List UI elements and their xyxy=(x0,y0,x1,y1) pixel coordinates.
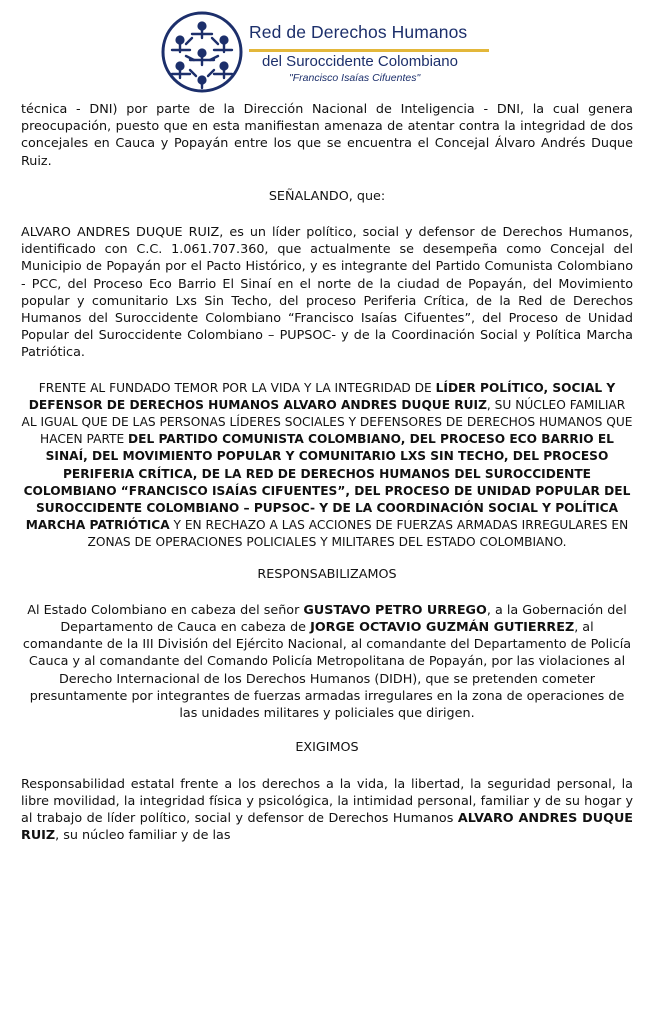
document-body xyxy=(21,101,633,844)
paragraph-context: técnica - DNI) por parte de la Dirección Nacional de Inteligencia - DNI, la cual genera preocupación, puesto que en esta manifiestan amenaza de atentar contra la integridad de dos concejales en Cauca y Popayán entre los que se encuentra el Concejal Álvaro Andrés Duque Ruiz. xyxy=(21,102,633,169)
frente-text-3: Y EN RECHAZO A LAS ACCIONES DE FUERZAS ARMADAS IRREGULARES EN ZONAS DE OPERACIONES POLICIALES Y MILITARES DEL ESTADO COLOMBIANO. xyxy=(87,518,629,550)
human-chain-logo-icon xyxy=(160,10,244,94)
exig-text-1: Responsabilidad estatal frente a los derechos a la vida, la libertad, la seguridad personal, la libre movilidad, la integridad física y psicológica, la intimidad personal, familiar y de su hogar y al trabajo de líder político, social y defensor de Derechos Humanos xyxy=(21,776,633,826)
org-name-line1: Red de Derechos Humanos xyxy=(249,22,468,42)
resp-name-governor: JORGE OCTAVIO GUZMÁN GUTIERREZ xyxy=(310,620,575,636)
paragraph-profile: ALVARO ANDRES DUQUE RUIZ, es un líder político, social y defensor de Derechos Humanos, identificado con C.C. 1.061.707.360, que actualmente se desempeña como Concejal del Municipio de Popayán por el Pacto Histórico, y es integrante del Partido Comunista Colombiano - PCC, del Proceso Eco Barrio El Sinaí en el norte de la ciudad de Popayán, del Movimiento popular y comunitario Lxs Sin Techo, del proceso Periferia Crítica, de la Red de Derechos Humanos del Suroccidente Colombiano “Francisco Isaías Cifuentes”, del Proceso de Unidad Popular del Suroccidente Colombiano – PUPSOC- y de la Coordinación Social y Política Marcha Patriótica. xyxy=(21,225,633,361)
exig-name: ALVARO ANDRES DUQUE RUIZ xyxy=(21,810,634,844)
paragraph-responsabilizamos xyxy=(21,602,633,722)
heading-exigimos: EXIGIMOS xyxy=(295,740,359,756)
resp-text-1: Al Estado Colombiano en cabeza del señor xyxy=(27,602,304,618)
org-name-line2: del Suroccidente Colombiano xyxy=(262,53,458,70)
frente-text-2: , SU NÚCLEO FAMILIAR AL IGUAL QUE DE LAS PERSONAS LÍDERES SOCIALES Y DEFENSORES DE DERECHOS HUMANOS QUE HACEN PARTE xyxy=(21,397,633,447)
heading-senalando: SEÑALANDO, que: xyxy=(268,188,386,204)
frente-text-1: FRENTE AL FUNDADO TEMOR POR LA VIDA Y LA INTEGRIDAD DE xyxy=(38,380,436,395)
org-subtitle: "Francisco Isaías Cifuentes" xyxy=(289,72,421,84)
exig-text-2: , su núcleo familiar y de las xyxy=(55,828,231,844)
letterhead xyxy=(0,0,655,100)
resp-text-2: , a la Gobernación del Departamento de Cauca en cabeza de xyxy=(60,602,627,636)
resp-name-president: GUSTAVO PETRO URREGO xyxy=(303,602,487,618)
paragraph-frente xyxy=(21,380,633,552)
resp-text-3: , al comandante de la III División del Ejército Nacional, al comandante del Departamento de Policía Cauca y al comandante del Comando Policía Metropolitana de Popayán, por las violaciones al Derecho Internacional de los Derechos Humanos (DIDH), que se pretenden cometer presuntamente por integrantes de fuerzas armadas irregulares en la zona de operaciones de las unidades militares y policiales que dirigen. xyxy=(22,620,632,722)
frente-bold-1: LÍDER POLÍTICO, SOCIAL Y DEFENSOR DE DERECHOS HUMANOS ALVARO ANDRES DUQUE RUIZ xyxy=(28,380,616,412)
heading-responsabilizamos: RESPONSABILIZAMOS xyxy=(257,566,397,582)
frente-bold-2: DEL PARTIDO COMUNISTA COLOMBIANO, DEL PROCESO ECO BARRIO EL SINAÍ, DEL MOVIMIENTO POPULAR Y COMUNITARIO LXS SIN TECHO, DEL PROCESO PERIFERIA CRÍTICA, DE LA RED DE DERECHOS HUMANOS DEL SUROCCIDENTE COLOMBIANO “FRANCISCO ISAÍAS CIFUENTES”, DEL PROCESO DE UNIDAD POPULAR DEL SUROCCIDENTE COLOMBIANO – PUPSOC- Y DE LA COORDINACIÓN SOCIAL Y POLÍTICA MARCHA PATRIÓTICA xyxy=(23,432,631,533)
paragraph-exigimos xyxy=(21,776,633,845)
